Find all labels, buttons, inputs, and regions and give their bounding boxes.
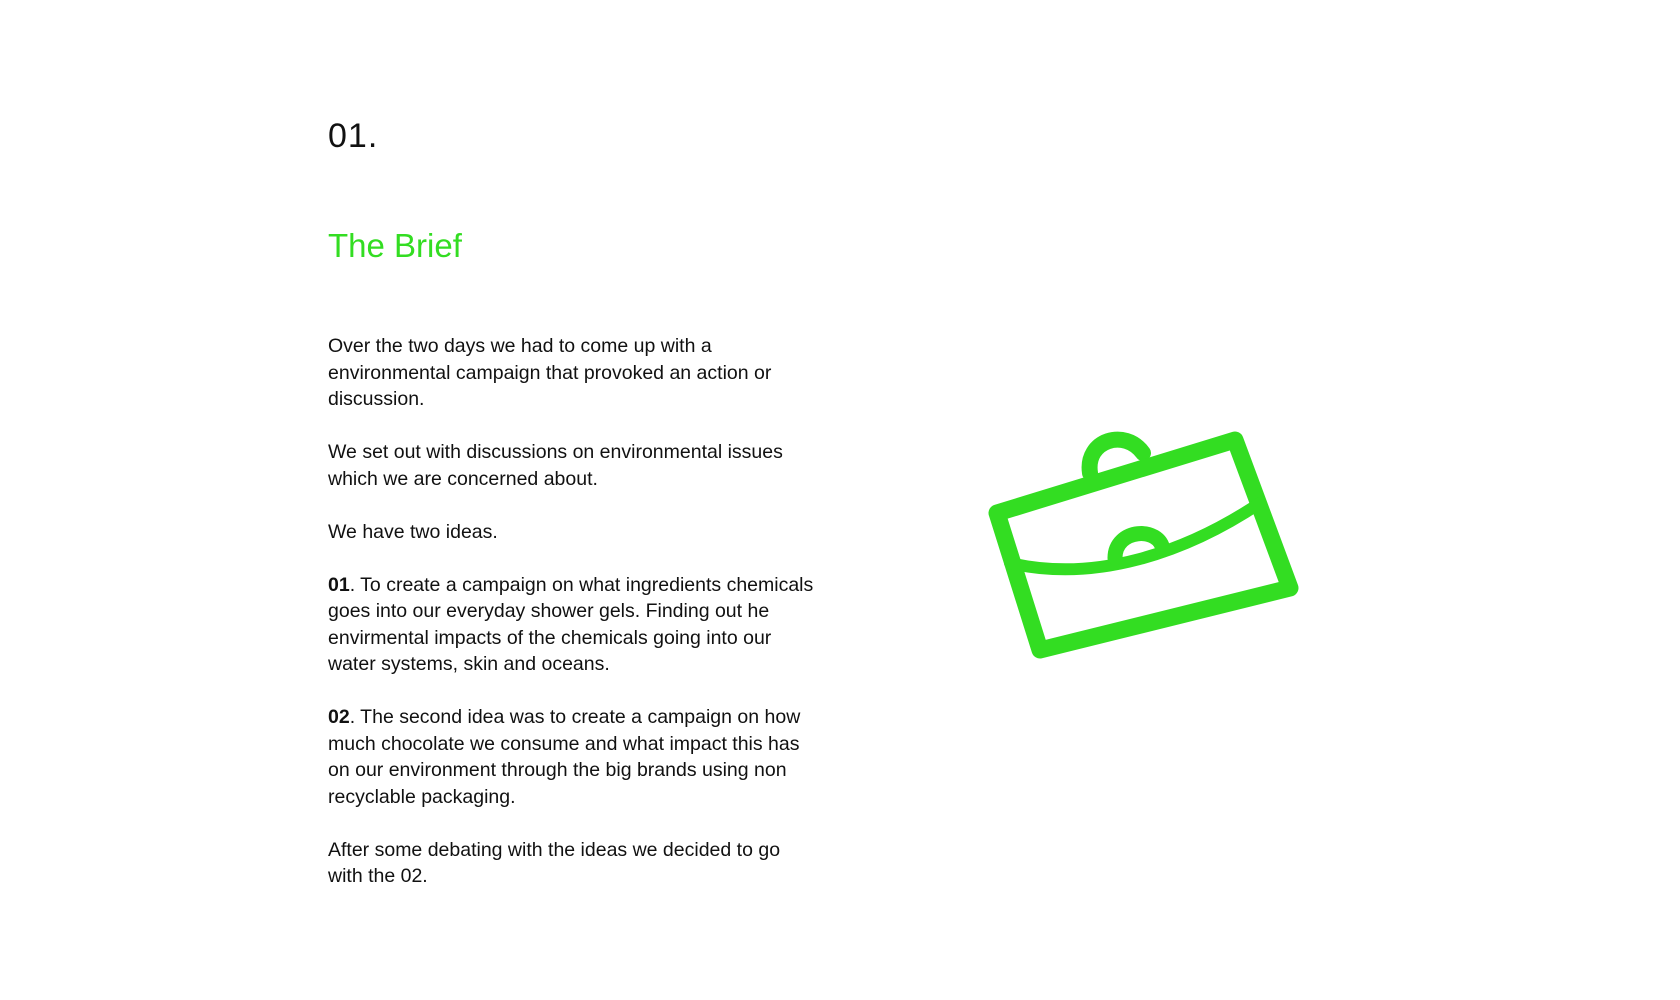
intro-paragraph: Over the two days we had to come up with a environmental campaign that provoked an action or discussion. — [328, 335, 772, 410]
idea-two-number: 02 — [328, 706, 350, 728]
idea-two-paragraph — [328, 704, 818, 810]
idea-one-paragraph — [328, 572, 818, 678]
briefcase-body — [997, 440, 1290, 650]
ideas-intro-paragraph: We have two ideas. — [328, 520, 498, 543]
briefcase-icon — [985, 418, 1315, 668]
idea-one-number: 01 — [328, 573, 350, 596]
conclusion-paragraph: After some debating with the ideas we decided to go with the 02. — [328, 838, 781, 887]
brief-body — [328, 333, 818, 916]
idea-one-text: . To create a campaign on what ingredients chemicals goes into our everyday shower gels. Finding out he envirmental impacts of the chemicals going into our water systems, skin and oceans. — [328, 573, 814, 675]
section-title: The Brief — [328, 227, 462, 264]
briefcase-illustration — [985, 418, 1315, 668]
discussion-paragraph: We set out with discussions on environmental issues which we are concerned about. — [328, 441, 783, 490]
idea-two-text: . The second idea was to create a campaign on how much chocolate we consume and what impact this has on our environment through the big brands using non recyclable packaging. — [328, 706, 801, 808]
section-number: 01. — [328, 117, 379, 155]
